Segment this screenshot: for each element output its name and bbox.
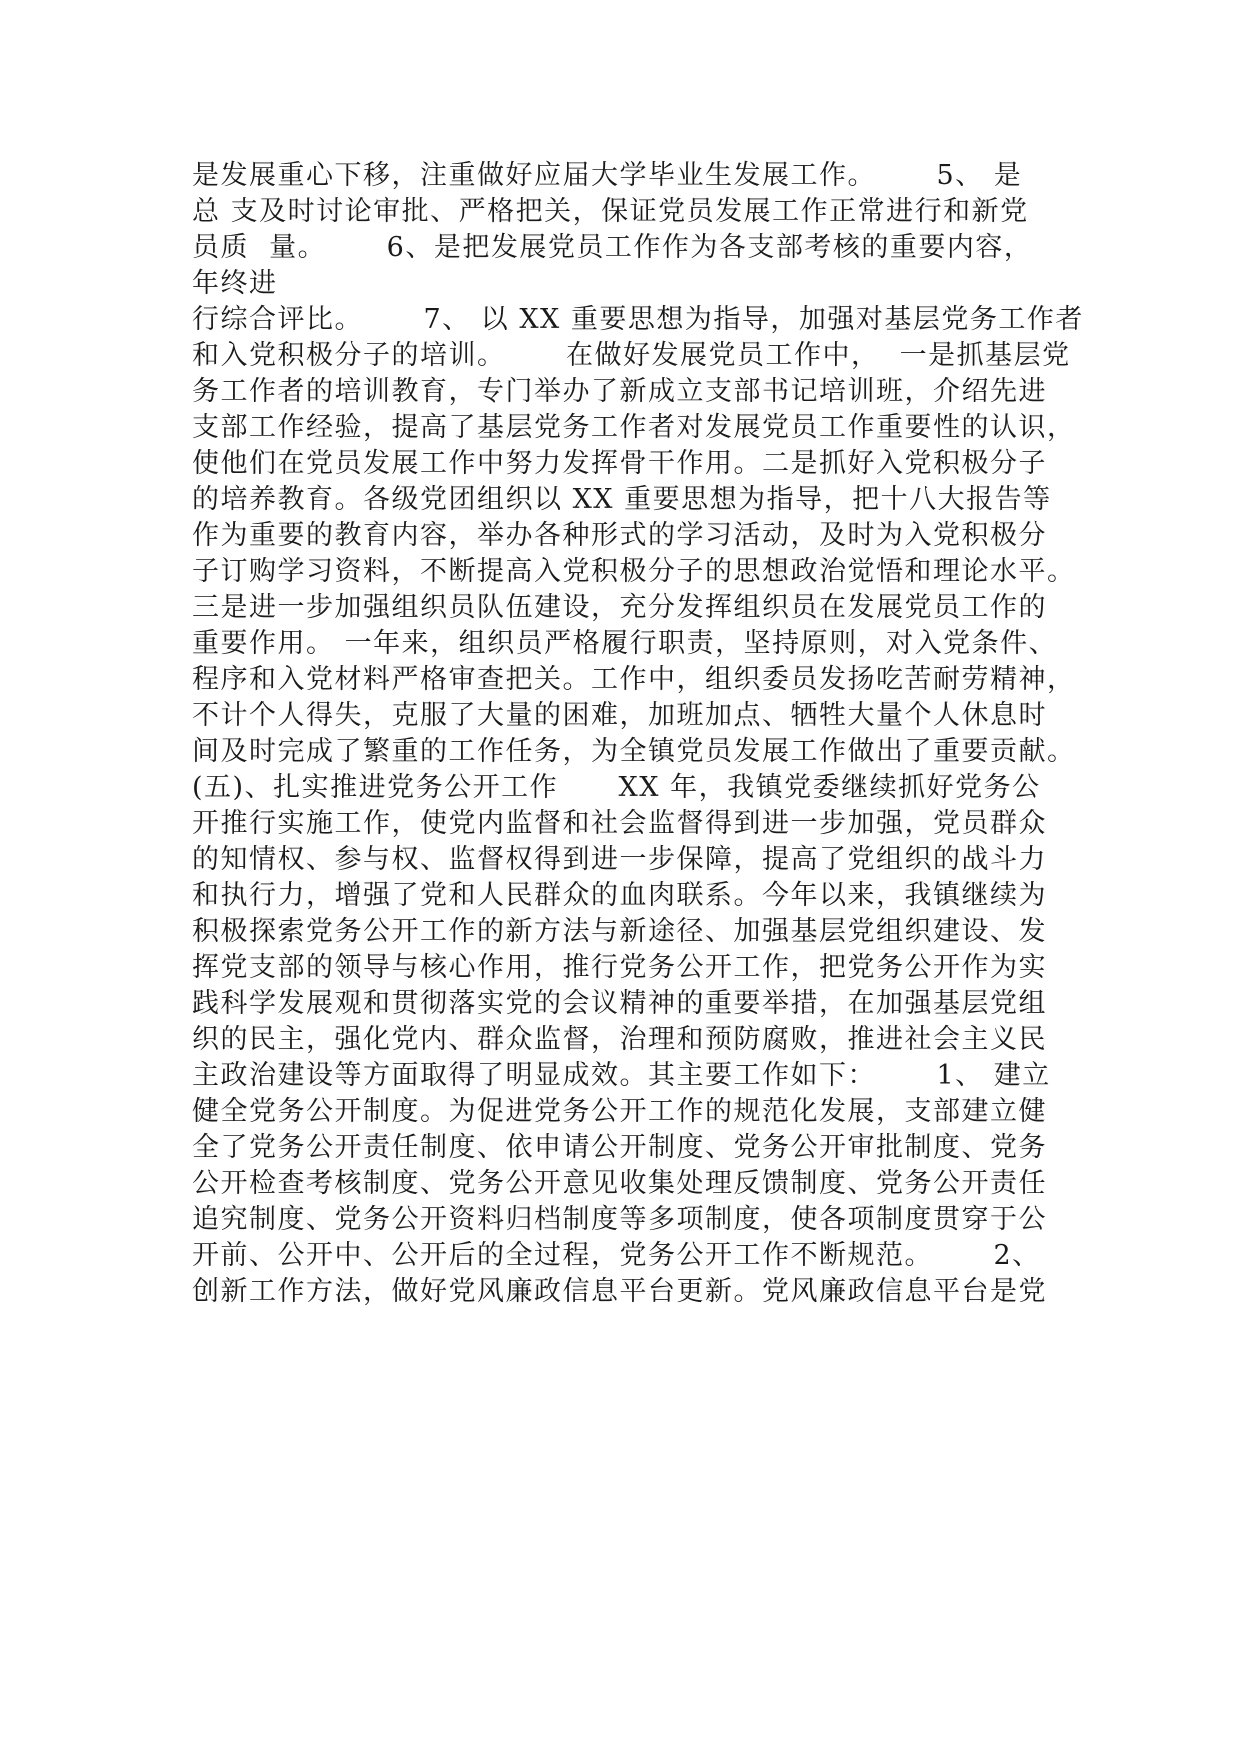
- text-line: 支部工作经验，提高了基层党务工作者对发展党员工作重要性的认识，: [192, 412, 1076, 443]
- text-line: 公开检查考核制度、党务公开意见收集处理反馈制度、党务公开责任: [192, 1168, 1047, 1199]
- text-line: 和执行力，增强了党和人民群众的血肉联系。今年以来，我镇继续为: [192, 880, 1047, 911]
- text-line: 使他们在党员发展工作中努力发挥骨干作用。二是抓好入党积极分子: [192, 448, 1047, 479]
- text-line: 挥党支部的领导与核心作用，推行党务公开工作，把党务公开作为实: [192, 952, 1047, 983]
- text-line: 和入党积极分子的培训。 在做好发展党员工作中， 一是抓基层党: [192, 340, 1071, 371]
- text-line: 是发展重心下移，注重做好应届大学毕业生发展工作。 5、 是: [192, 160, 1023, 191]
- text-line: 程序和入党材料严格审查把关。工作中，组织委员发扬吃苦耐劳精神，: [192, 664, 1076, 695]
- text-line: 创新工作方法，做好党风廉政信息平台更新。党风廉政信息平台是党: [192, 1276, 1047, 1307]
- text-line: 行综合评比。 7、 以 XX 重要思想为指导，加强对基层党务工作者: [192, 304, 1084, 335]
- text-line: 子订购学习资料，不断提高入党积极分子的思想政治觉悟和理论水平。: [192, 556, 1076, 587]
- text-line: 年终进: [192, 268, 278, 299]
- text-line: 践科学发展观和贯彻落实党的会议精神的重要举措，在加强基层党组: [192, 988, 1047, 1019]
- text-line: 三是进一步加强组织员队伍建设，充分发挥组织员在发展党员工作的: [192, 592, 1047, 623]
- text-line: 作为重要的教育内容，举办各种形式的学习活动，及时为入党积极分: [192, 520, 1047, 551]
- text-line: 间及时完成了繁重的工作任务，为全镇党员发展工作做出了重要贡献。: [192, 736, 1076, 767]
- body-text: [192, 158, 1084, 1310]
- text-line: 开推行实施工作，使党内监督和社会监督得到进一步加强，党员群众: [192, 808, 1047, 839]
- text-line: 员质 量。 6、是把发展党员工作作为各支部考核的重要内容，: [192, 232, 1033, 263]
- text-line: 总 支及时讨论审批、严格把关，保证党员发展工作正常进行和新党: [192, 196, 1029, 227]
- text-line: 的培养教育。各级党团组织以 XX 重要思想为指导，把十八大报告等: [192, 484, 1052, 515]
- text-line: 全了党务公开责任制度、依申请公开制度、党务公开审批制度、党务: [192, 1132, 1047, 1163]
- text-line: 的知情权、参与权、监督权得到进一步保障，提高了党组织的战斗力: [192, 844, 1047, 875]
- text-line: 追究制度、党务公开资料归档制度等多项制度，使各项制度贯穿于公: [192, 1204, 1047, 1235]
- text-line: 不计个人得失，克服了大量的困难，加班加点、牺牲大量个人休息时: [192, 700, 1047, 731]
- text-line: 开前、公开中、公开后的全过程，党务公开工作不断规范。 2、: [192, 1240, 1041, 1271]
- text-line: 健全党务公开制度。为促进党务公开工作的规范化发展，支部建立健: [192, 1096, 1047, 1127]
- text-line: (五)、扎实推进党务公开工作 XX 年，我镇党委继续抓好党务公: [192, 772, 1041, 803]
- text-line: 重要作用。 一年来，组织员严格履行职责，坚持原则，对入党条件、: [192, 628, 1058, 659]
- text-line: 织的民主，强化党内、群众监督，治理和预防腐败，推进社会主义民: [192, 1024, 1047, 1055]
- text-line: 务工作者的培训教育，专门举办了新成立支部书记培训班，介绍先进: [192, 376, 1047, 407]
- text-line: 主政治建设等方面取得了明显成效。其主要工作如下： 1、 建立: [192, 1060, 1051, 1091]
- text-line: 积极探索党务公开工作的新方法与新途径、加强基层党组织建设、发: [192, 916, 1047, 947]
